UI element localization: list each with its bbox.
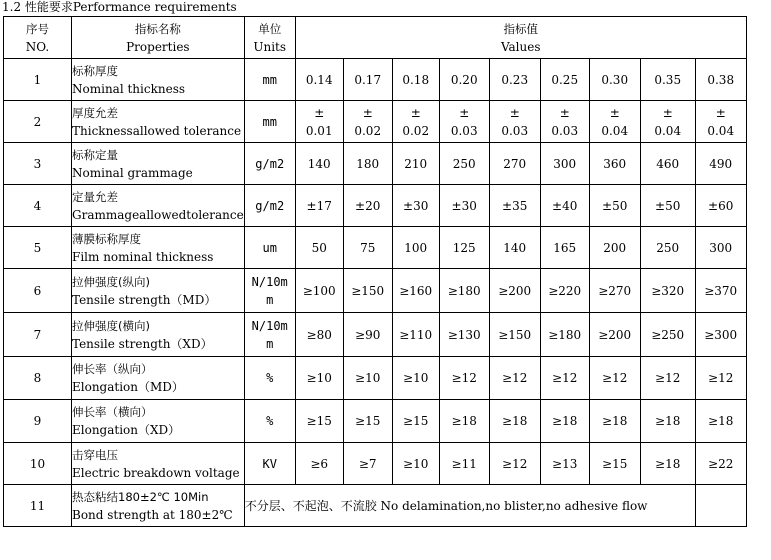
empty-cell (695, 485, 746, 527)
value-cell: ≥150 (489, 313, 540, 357)
table-header-row (4, 17, 747, 59)
row-number: 9 (4, 400, 72, 443)
header-name (72, 17, 245, 59)
unit-value: N/10m (251, 318, 288, 333)
value-cell (640, 101, 695, 143)
table-row (4, 400, 747, 443)
unit-value: % (266, 414, 274, 428)
value-cell: 300 (540, 143, 589, 185)
value-cell: ±20 (343, 185, 392, 227)
unit-cell (244, 357, 295, 400)
property-name-en: Film nominal thickness (72, 249, 214, 264)
table-row (4, 59, 747, 101)
value-cell: ≥22 (695, 443, 746, 485)
value-cell: 0.14 (295, 59, 343, 101)
value-cell: 0.17 (343, 59, 392, 101)
value-number: 0.02 (354, 123, 382, 138)
value-cell: ≥300 (695, 313, 746, 357)
value-cell: ≥10 (392, 443, 439, 485)
value-cell: ≥150 (343, 269, 392, 313)
value-cell: ≥18 (540, 400, 589, 443)
unit-value: mm (262, 114, 277, 129)
property-name (72, 185, 245, 227)
property-name (72, 59, 245, 101)
unit-cell (244, 143, 295, 185)
value-cell: ±40 (540, 185, 589, 227)
value-cell: ±50 (589, 185, 640, 227)
value-cell (439, 101, 489, 143)
value-cell: ≥12 (695, 357, 746, 400)
value-cell: ≥110 (392, 313, 439, 357)
property-name-cn: 拉伸强度(横向) (72, 318, 150, 333)
property-name-cn: 拉伸强度(纵向) (72, 274, 150, 289)
value-cell: 360 (589, 143, 640, 185)
value-sign: ± (314, 105, 325, 120)
unit-value: um (262, 240, 277, 255)
value-cell: ≥270 (589, 269, 640, 313)
value-cell: 200 (589, 227, 640, 269)
unit-cell (244, 400, 295, 443)
property-name-cn: 标称厚度 (72, 63, 118, 78)
value-cell: 0.20 (439, 59, 489, 101)
value-cell: 165 (540, 227, 589, 269)
value-cell (540, 101, 589, 143)
value-cell: 0.35 (640, 59, 695, 101)
row-number: 2 (4, 101, 72, 143)
property-name (72, 485, 245, 527)
value-cell: 250 (640, 227, 695, 269)
table-row (4, 101, 747, 143)
value-cell: ±30 (392, 185, 439, 227)
table-row (4, 143, 747, 185)
value-cell: ≥15 (343, 400, 392, 443)
value-cell: ≥18 (640, 443, 695, 485)
section-title: 1.2 性能要求Performance requirements (2, 0, 237, 14)
property-name-en: Thicknessallowed tolerance (72, 123, 242, 138)
value-cell: 180 (343, 143, 392, 185)
unit-value: KV (262, 456, 277, 471)
value-cell: ≥160 (392, 269, 439, 313)
table-row (4, 443, 747, 485)
property-name-en: Electric breakdown voltage (72, 465, 240, 480)
value-cell (589, 101, 640, 143)
value-cell: 250 (439, 143, 489, 185)
header-values-en: Values (500, 39, 541, 54)
value-cell: ≥11 (439, 443, 489, 485)
property-name-en: Nominal thickness (72, 81, 186, 96)
table-row (4, 185, 747, 227)
unit-value: N/10m (251, 274, 288, 289)
row-number: 11 (4, 485, 72, 527)
value-cell: ≥10 (392, 357, 439, 400)
value-cell: 0.30 (589, 59, 640, 101)
row-number: 5 (4, 227, 72, 269)
value-cell: 300 (695, 227, 746, 269)
value-number: 0.01 (305, 123, 333, 138)
performance-table (3, 16, 747, 527)
value-cell: ±60 (695, 185, 746, 227)
value-cell: ≥12 (489, 443, 540, 485)
unit-cell (244, 313, 295, 357)
unit-value: g/m2 (255, 198, 285, 213)
value-cell: ≥18 (640, 400, 695, 443)
header-no-cn: 序号 (26, 21, 49, 36)
row-number: 10 (4, 443, 72, 485)
value-cell: 460 (640, 143, 695, 185)
value-number: 0.03 (551, 123, 579, 138)
value-cell: 270 (489, 143, 540, 185)
property-name-en: Bond strength at 180±2℃ (72, 507, 233, 522)
value-cell: 490 (695, 143, 746, 185)
value-cell: 125 (439, 227, 489, 269)
property-name-cn: 伸长率（横向） (72, 405, 153, 419)
header-values-cn: 指标值 (503, 21, 538, 36)
value-cell: ≥18 (589, 400, 640, 443)
value-cell: ≥15 (295, 400, 343, 443)
value-cell: ≥250 (640, 313, 695, 357)
value-cell: ≥18 (439, 400, 489, 443)
value-cell (343, 101, 392, 143)
unit-value-cont: m (266, 292, 274, 307)
value-cell: ≥18 (489, 400, 540, 443)
value-cell: ≥10 (295, 357, 343, 400)
value-cell: 140 (489, 227, 540, 269)
requirement-cell: 不分层、不起泡、不流胶 No delamination,no blister,no adhesive flow (244, 485, 695, 527)
value-cell: ≥200 (489, 269, 540, 313)
value-number: 0.04 (707, 123, 735, 138)
value-cell: ≥370 (695, 269, 746, 313)
value-sign: ± (362, 105, 373, 120)
value-cell: ≥12 (540, 357, 589, 400)
property-name (72, 101, 245, 143)
unit-cell (244, 185, 295, 227)
value-sign: ± (662, 105, 673, 120)
value-sign: ± (609, 105, 620, 120)
value-cell: ≥12 (640, 357, 695, 400)
value-cell: ≥12 (489, 357, 540, 400)
row-number: 1 (4, 59, 72, 101)
table-row (4, 313, 747, 357)
value-cell: ≥12 (589, 357, 640, 400)
header-no (4, 17, 72, 59)
header-values (295, 17, 746, 59)
value-cell: ≥220 (540, 269, 589, 313)
value-cell: 140 (295, 143, 343, 185)
table-row-last (4, 485, 747, 527)
header-no-en: NO. (25, 39, 50, 54)
value-cell: 210 (392, 143, 439, 185)
property-name-cn: 热态粘结180±2℃ 10Min (72, 489, 209, 504)
row-number: 7 (4, 313, 72, 357)
property-name (72, 400, 245, 443)
value-cell: 0.38 (695, 59, 746, 101)
value-cell (695, 101, 746, 143)
value-cell: 0.25 (540, 59, 589, 101)
value-cell: ≥130 (439, 313, 489, 357)
property-name-en: Tensile strength（XD） (72, 336, 213, 351)
row-number: 3 (4, 143, 72, 185)
unit-cell (244, 269, 295, 313)
unit-value: g/m2 (255, 156, 285, 171)
value-number: 0.02 (402, 123, 430, 138)
property-name-cn: 击穿电压 (72, 447, 118, 462)
value-sign: ± (509, 105, 520, 120)
row-number: 6 (4, 269, 72, 313)
value-cell: ≥180 (540, 313, 589, 357)
property-name-en: Grammageallowedtolerance (72, 207, 244, 222)
header-unit-cn: 单位 (258, 21, 282, 36)
value-number: 0.04 (654, 123, 682, 138)
property-name-cn: 标称定量 (72, 147, 118, 162)
header-name-cn: 指标名称 (134, 21, 181, 36)
property-name-cn: 定量允差 (72, 189, 118, 204)
value-cell: ±50 (640, 185, 695, 227)
property-name (72, 443, 245, 485)
row-number: 4 (4, 185, 72, 227)
table-row (4, 357, 747, 400)
unit-cell (244, 101, 295, 143)
unit-value: mm (262, 72, 277, 87)
unit-cell (244, 443, 295, 485)
value-cell: ≥15 (392, 400, 439, 443)
property-name-cn: 薄膜标称厚度 (72, 231, 141, 246)
header-unit (244, 17, 295, 59)
value-cell: ≥10 (343, 357, 392, 400)
value-cell: ±35 (489, 185, 540, 227)
value-cell: ≥80 (295, 313, 343, 357)
value-cell: ≥320 (640, 269, 695, 313)
value-cell (392, 101, 439, 143)
unit-value-cont: m (266, 336, 274, 351)
value-number: 0.03 (450, 123, 478, 138)
property-name-cn: 伸长率（纵向） (72, 362, 153, 376)
value-sign: ± (559, 105, 570, 120)
value-number: 0.04 (601, 123, 629, 138)
value-cell: ≥90 (343, 313, 392, 357)
value-sign: ± (410, 105, 421, 120)
property-name-en: Elongation（MD） (72, 380, 184, 394)
value-cell: ≥7 (343, 443, 392, 485)
header-name-en: Properties (126, 39, 190, 54)
value-cell: ≥6 (295, 443, 343, 485)
table-row (4, 269, 747, 313)
value-cell: ≥12 (439, 357, 489, 400)
value-cell (489, 101, 540, 143)
property-name (72, 269, 245, 313)
value-cell: ≥180 (439, 269, 489, 313)
value-cell: ≥13 (540, 443, 589, 485)
value-number: 0.03 (501, 123, 529, 138)
unit-value: % (266, 371, 274, 385)
property-name (72, 227, 245, 269)
value-cell: 100 (392, 227, 439, 269)
property-name-en: Elongation（XD） (72, 423, 181, 437)
value-cell: 75 (343, 227, 392, 269)
value-sign: ± (459, 105, 470, 120)
value-cell: 0.18 (392, 59, 439, 101)
table-row (4, 227, 747, 269)
value-cell: ≥18 (695, 400, 746, 443)
property-name-en: Tensile strength（MD） (72, 292, 217, 307)
value-cell: ≥200 (589, 313, 640, 357)
header-unit-en: Units (253, 39, 287, 54)
unit-cell (244, 227, 295, 269)
value-cell: 0.23 (489, 59, 540, 101)
value-cell: ±17 (295, 185, 343, 227)
property-name (72, 143, 245, 185)
property-name-cn: 厚度允差 (72, 105, 118, 120)
property-name-en: Nominal grammage (72, 165, 193, 180)
value-sign: ± (715, 105, 726, 120)
property-name (72, 357, 245, 400)
value-cell: ≥15 (589, 443, 640, 485)
value-cell (295, 101, 343, 143)
value-cell: ±30 (439, 185, 489, 227)
property-name (72, 313, 245, 357)
unit-cell (244, 59, 295, 101)
value-cell: 50 (295, 227, 343, 269)
row-number: 8 (4, 357, 72, 400)
value-cell: ≥100 (295, 269, 343, 313)
